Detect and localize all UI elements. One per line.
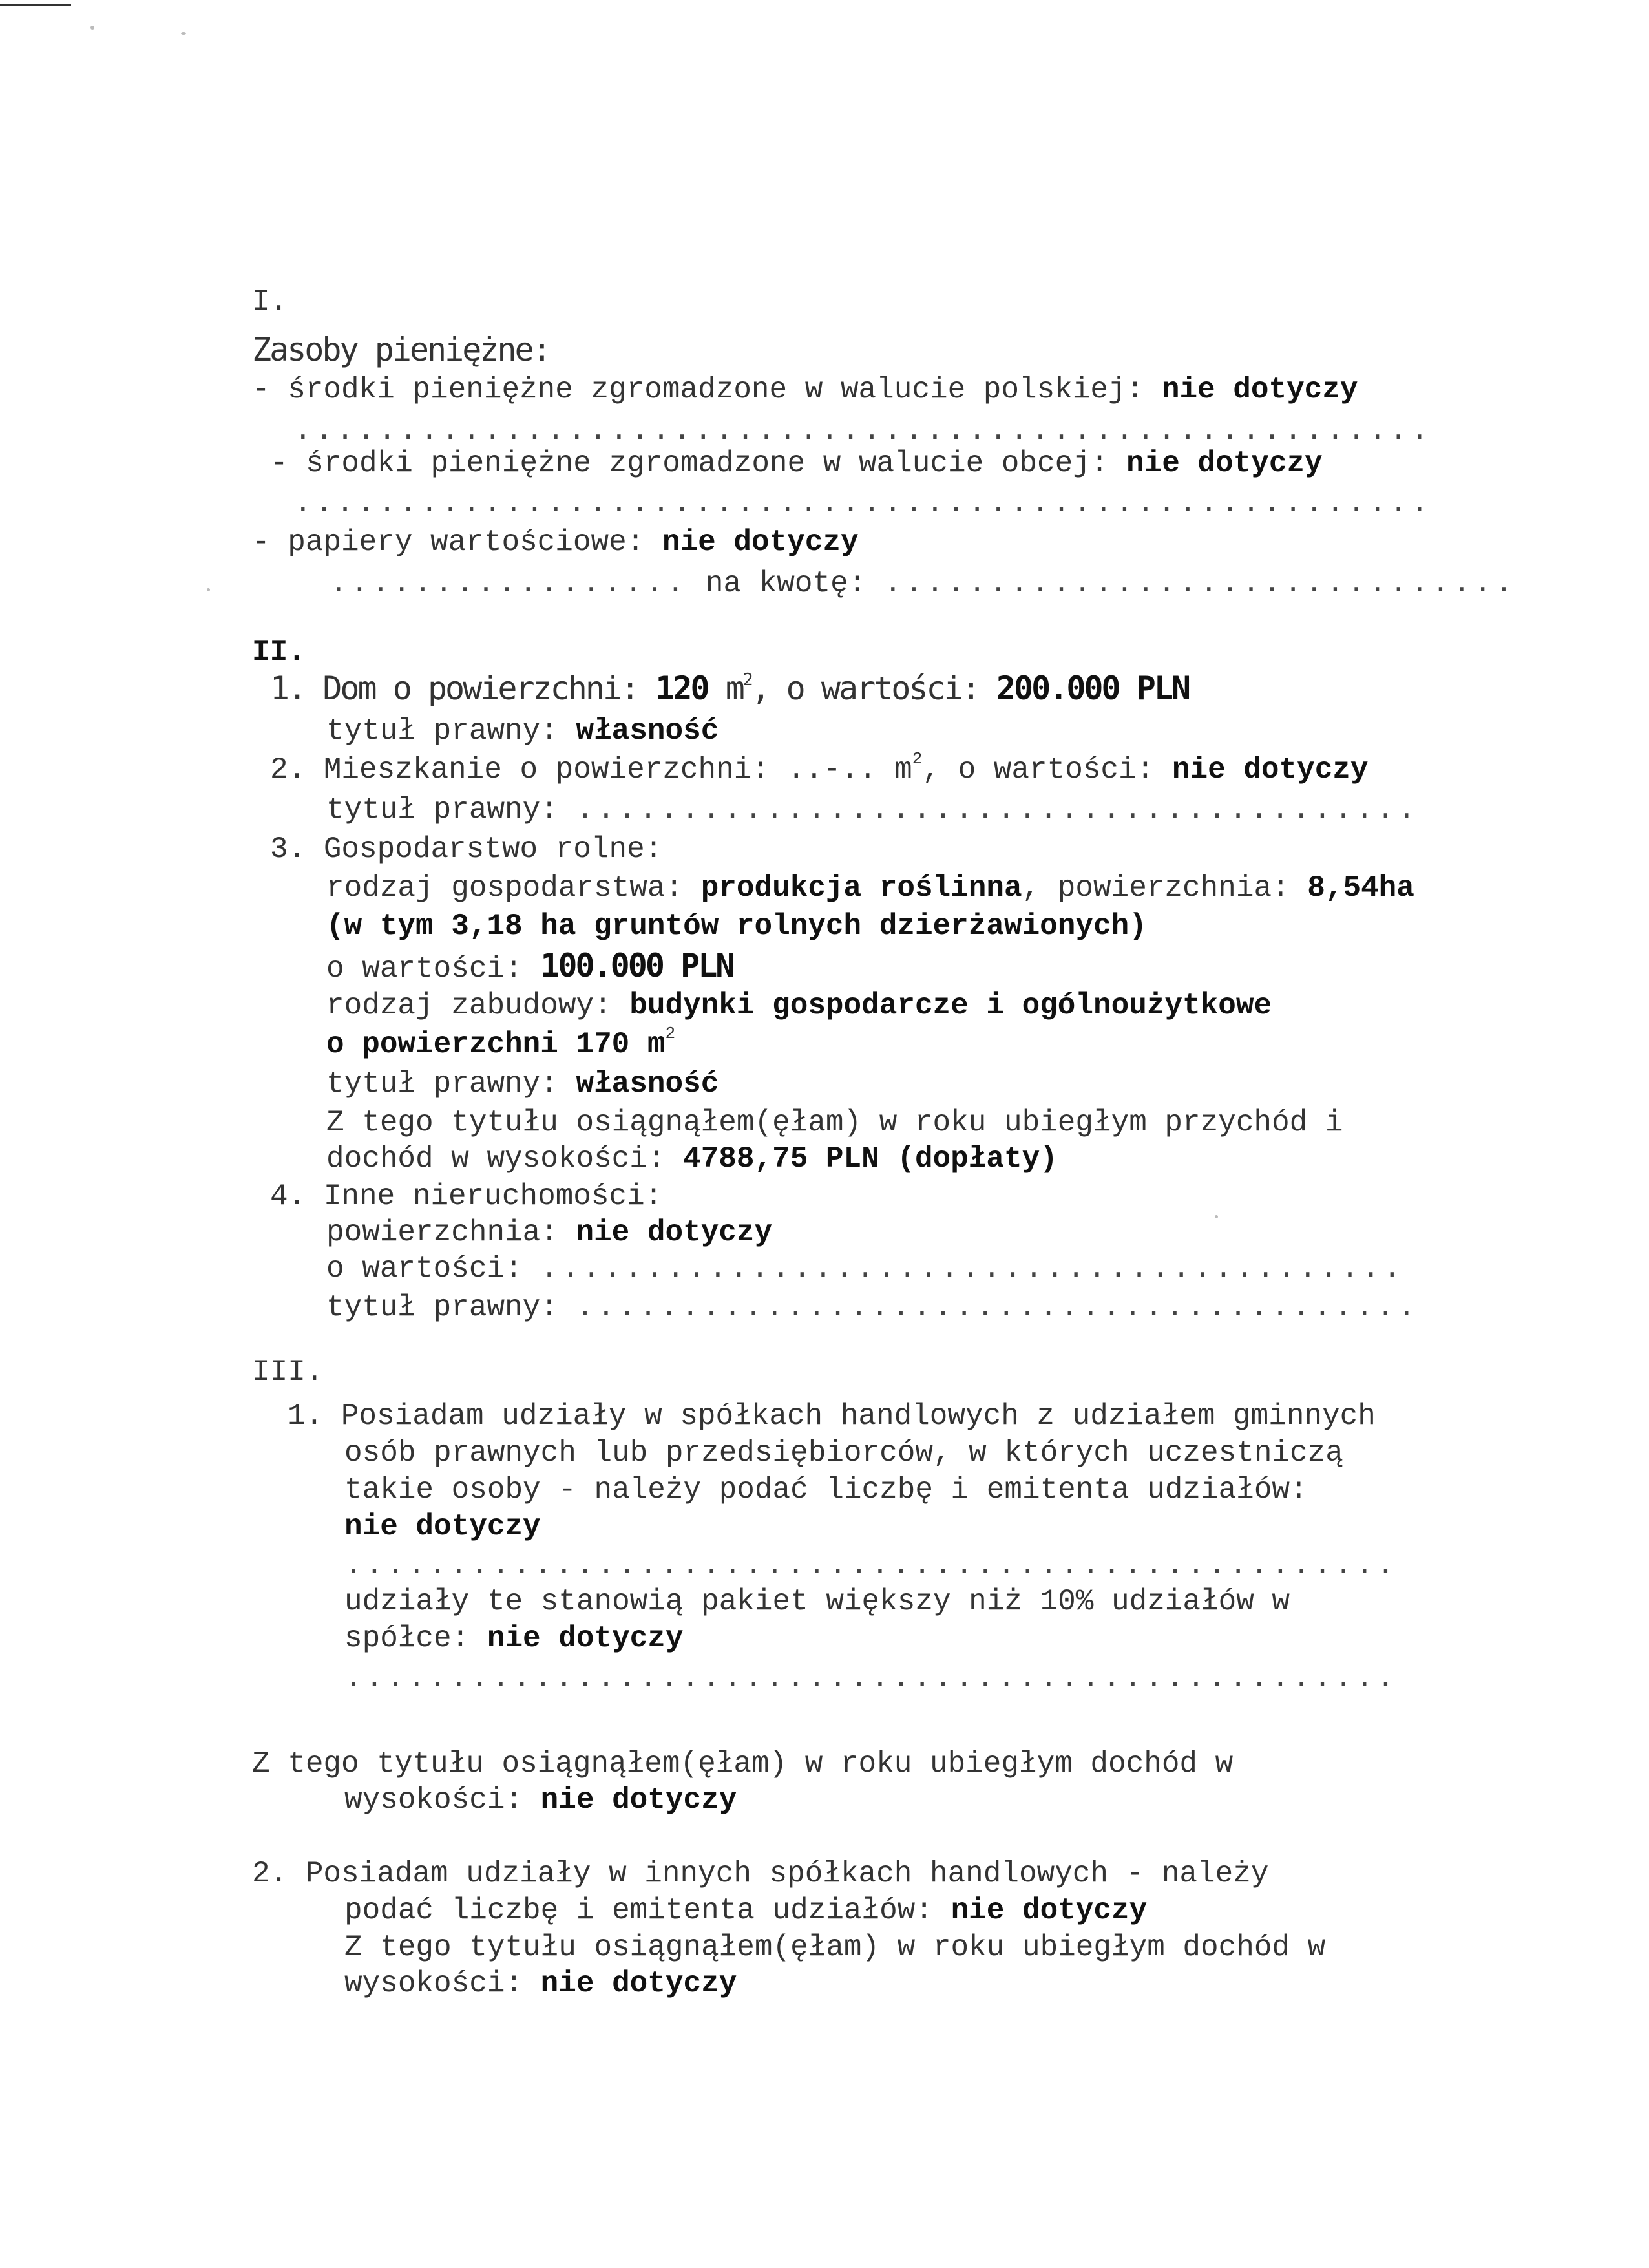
scan-speck <box>181 32 186 35</box>
house-unit-sup: 2 <box>742 670 751 690</box>
shares-municipal-value-line <box>344 1508 541 1545</box>
other-shares-income-label: wysokości: <box>344 1967 541 2000</box>
shares-municipal-line-2: osób prawnych lub przedsiębiorców, w których uczestniczą <box>344 1436 1343 1470</box>
house-value: 200.000 PLN <box>996 670 1190 707</box>
securities-amount-line <box>330 565 1516 602</box>
other-area-value: nie dotyczy <box>576 1216 773 1249</box>
other-property-num: 4. <box>270 1180 306 1213</box>
cash-pln-value: nie dotyczy <box>1161 373 1358 407</box>
securities-value: nie dotyczy <box>662 525 859 559</box>
securities-amount-label: na kwotę: <box>688 567 884 600</box>
shares-income-line-1: Z tego tytułu osiągnąłem(ęłam) w roku ubiegłym dochód w <box>252 1747 1234 1781</box>
other-shares-income-line-1: Z tego tytułu osiągnąłem(ęłam) w roku ubiegłym dochód w <box>344 1931 1326 1964</box>
flat-value-label: , o wartości: <box>922 753 1172 787</box>
shares-income-label: wysokości: <box>344 1783 541 1817</box>
securities-dots-a: ................. <box>330 567 688 600</box>
scan-speck <box>207 588 210 591</box>
shares-package-line-1: udziały te stanowią pakiet większy niż 10% udziałów w <box>344 1585 1290 1618</box>
flat-line <box>270 751 1369 789</box>
cash-fx-dots: ...................................................... <box>294 487 1432 520</box>
other-value-dots: ......................................... <box>540 1252 1405 1286</box>
flat-title-line <box>326 791 1419 829</box>
shares-package-label: spółce: <box>344 1622 487 1655</box>
flat-value: nie dotyczy <box>1171 753 1369 787</box>
farm-income-line-1: Z tego tytułu osiągnąłem(ęłam) w roku ubiegłym przychód i <box>326 1106 1343 1139</box>
farm-area-label: , powierzchnia: <box>1022 871 1308 905</box>
farm-build-value: budynki gospodarcze i ogólnoużytkowe <box>629 989 1272 1023</box>
cash-fx-value: nie dotyczy <box>1126 447 1323 480</box>
shares-municipal-line-3: takie osoby - należy podać liczbę i emitenta udziałów: <box>344 1473 1308 1507</box>
other-shares-label: podać liczbę i emitenta udziałów: <box>344 1894 951 1927</box>
house-title-value: własność <box>576 714 719 748</box>
farm-label: Gospodarstwo rolne: <box>323 832 663 866</box>
farm-type-label: rodzaj gospodarstwa: <box>326 871 701 905</box>
house-title-line <box>326 712 719 750</box>
farm-income-value: 4788,75 PLN (dopłaty) <box>683 1142 1058 1176</box>
securities-label: - papiery wartościowe: <box>252 525 662 559</box>
flat-label: Mieszkanie o powierzchni: ..-.. m <box>323 753 912 787</box>
securities-dots-b: .............................. <box>883 567 1517 600</box>
farm-value-label: o wartości: <box>326 952 541 986</box>
other-title-label: tytuł prawny: <box>326 1291 576 1324</box>
flat-title-dots: ........................................ <box>576 793 1419 827</box>
farm-title-line <box>326 1065 719 1103</box>
shares-municipal-line-1 <box>288 1397 1376 1435</box>
scan-edge-mark <box>0 4 71 6</box>
other-area-label: powierzchnia: <box>326 1216 576 1249</box>
house-unit: m <box>725 670 743 707</box>
other-value-label: o wartości: <box>326 1252 541 1286</box>
flat-title-label: tytuł prawny: <box>326 793 576 827</box>
house-title-label: tytuł prawny: <box>326 714 576 748</box>
farm-title-label: tytuł prawny: <box>326 1067 576 1101</box>
farm-build-sup: 2 <box>665 1024 676 1043</box>
house-value-label: , o wartości: <box>751 670 996 707</box>
house-line <box>270 670 1189 707</box>
farm-build-label: rodzaj zabudowy: <box>326 989 630 1023</box>
shares-municipal-dots: .................................................. <box>344 1549 1398 1582</box>
shares-income-line-2 <box>344 1781 737 1819</box>
farm-build-area-line <box>326 1026 675 1063</box>
other-title-dots: ........................................ <box>576 1291 1419 1324</box>
other-property-label: Inne nieruchomości: <box>323 1180 663 1213</box>
other-shares-income-value: nie dotyczy <box>540 1967 737 2000</box>
shares-income-value: nie dotyczy <box>540 1783 737 1817</box>
farm-build-line <box>326 987 1272 1024</box>
house-area: 120 <box>655 670 708 707</box>
farm-line <box>270 831 662 868</box>
cash-pln-line <box>252 371 1358 408</box>
farm-build-area: o powierzchni 170 m <box>326 1028 666 1061</box>
farm-income-label: dochód w wysokości: <box>326 1142 684 1176</box>
shares-package-dots: .................................................. <box>344 1662 1398 1695</box>
farm-income-line-2 <box>326 1140 1058 1178</box>
shares-municipal-text-1: Posiadam udziały w spółkach handlowych z udziałem gminnych <box>341 1399 1376 1433</box>
scan-speck <box>90 26 94 30</box>
cash-fx-label: - środki pieniężne zgromadzone w walucie obcej: <box>270 447 1127 480</box>
securities-line <box>252 524 859 561</box>
shares-package-value: nie dotyczy <box>487 1622 684 1655</box>
shares-package-line-2 <box>344 1620 684 1657</box>
farm-lease-line <box>326 907 1147 945</box>
section-2-number: II. <box>252 635 306 669</box>
farm-value-line <box>326 947 733 988</box>
other-area-line <box>326 1214 772 1251</box>
section-3-number: III. <box>252 1355 324 1389</box>
other-title-line <box>326 1289 1419 1326</box>
flat-num: 2. <box>270 753 306 787</box>
scan-speck <box>1215 1215 1218 1218</box>
farm-value: 100.000 PLN <box>540 947 733 984</box>
cash-pln-label: - środki pieniężne zgromadzone w walucie polskiej: <box>252 373 1162 407</box>
farm-area-value: 8,54ha <box>1307 871 1414 905</box>
farm-type-line <box>326 869 1414 907</box>
farm-title-value: własność <box>576 1067 719 1101</box>
other-shares-line-2 <box>344 1892 1147 1929</box>
shares-municipal-value: nie dotyczy <box>344 1510 541 1543</box>
section-1-title: Zasoby pieniężne: <box>252 331 550 368</box>
farm-type-value: produkcja roślinna <box>700 871 1022 905</box>
house-num: 1. <box>270 670 306 707</box>
house-label: Dom o powierzchni: <box>322 670 656 707</box>
flat-unit-sup: 2 <box>912 749 923 768</box>
shares-municipal-num: 1. <box>288 1399 324 1433</box>
other-shares-value: nie dotyczy <box>951 1894 1148 1927</box>
other-shares-income-line-2 <box>344 1965 737 2002</box>
farm-num: 3. <box>270 832 306 866</box>
cash-pln-dots: ...................................................... <box>294 414 1432 448</box>
cash-fx-line <box>270 445 1323 482</box>
other-property-line <box>270 1178 662 1215</box>
section-1-number: I. <box>252 285 288 319</box>
farm-lease: (w tym 3,18 ha gruntów rolnych dzierżawionych) <box>326 909 1147 943</box>
other-shares-line-1: 2. Posiadam udziały w innych spółkach handlowych - należy <box>252 1857 1269 1891</box>
other-value-line <box>326 1250 1404 1288</box>
